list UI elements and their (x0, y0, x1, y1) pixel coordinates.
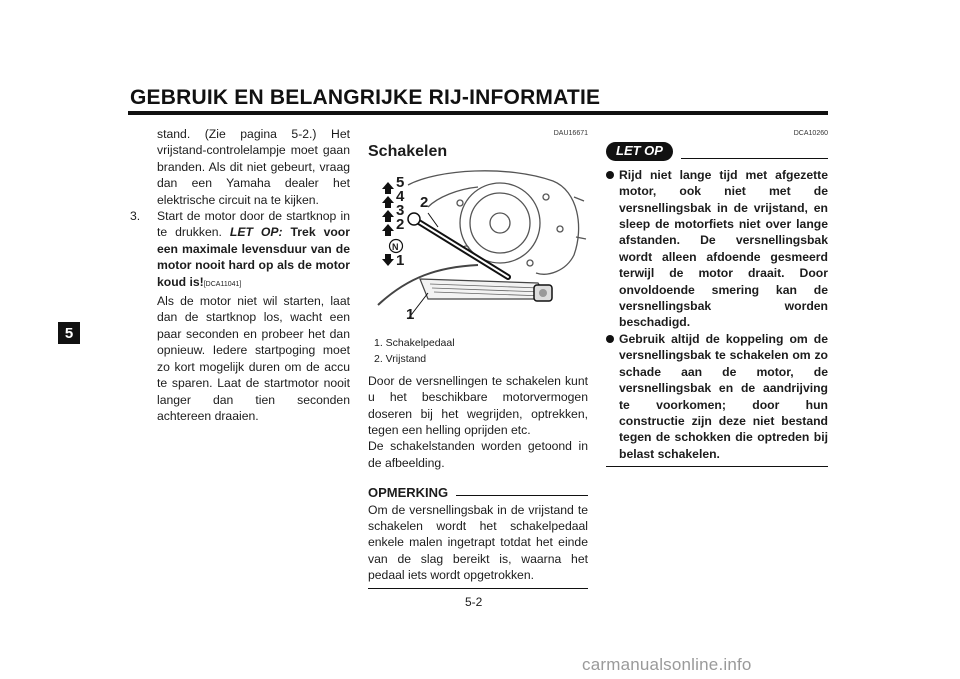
let-op-badge: LET OP (606, 142, 673, 160)
caution-bullet (606, 331, 828, 462)
watermark: carmanualsonline.info (582, 655, 752, 674)
caption-item: 1. Schakelpedaal (374, 336, 455, 349)
gear-label-4: 4 (396, 187, 405, 205)
callout-1: 1 (406, 305, 415, 323)
step-continuation: Als de motor niet wil starten, laat dan de startknop los, wacht een paar seconden en probeer het dan opnieuw. Iedere startpoging moet zo kort mogelijk duren om de accu te sparen. Laat de startmotor nooit langer dan tien seconden achtereen draaien. (157, 294, 350, 423)
left-paragraph: stand. (Zie pagina 5-2.) Het vrijstand-controlelampje moet gaan branden. Als dit niet gebeurt, vraag dan een Yamaha dealer het elektrische circuit na te kijken. (157, 127, 350, 207)
section-code: DAU16671 (553, 130, 588, 137)
figure-captions (368, 335, 588, 367)
caption-item: 2. Vrijstand (374, 352, 427, 365)
right-column (606, 126, 828, 467)
page-title: GEBRUIK EN BELANGRIJKE RIJ-INFORMATIE (130, 86, 601, 109)
gear-label-2: 2 (396, 215, 405, 233)
caution-bullet (606, 167, 828, 331)
caution-bullet-text: Rijd niet lange tijd met afgezette motor, ook niet met de versnellingsbak in de vrijstand, en sleep de motorfiets niet over lange afstanden. De versnellingsbak wordt alleen afdoende gesmeerd terwijl de motor draait. Door onvoldoende smering kan de versnellingsbak worden beschadigd. (619, 167, 828, 330)
section-title: Schakelen (368, 143, 448, 161)
gear-label-neutral: N (392, 241, 399, 252)
bullet-icon (606, 335, 614, 343)
caution-rule (681, 158, 828, 159)
note-heading (368, 485, 588, 501)
gear-label-3: 3 (396, 201, 405, 219)
gear-label-1: 1 (396, 251, 405, 269)
caution-text: Trek voor een maximale levensduur van de motor nooit hard op als de motor koud is! (157, 225, 350, 289)
chapter-tab: 5 (58, 322, 80, 344)
callout-2: 2 (420, 193, 429, 211)
gear-label-5: 5 (396, 173, 405, 191)
caution-code: [DCA11041] (203, 280, 242, 288)
caution-bullet-text: Gebruik altijd de koppeling om de versnellingsbak te schakelen om zo schade aan de motor, de versnellingsbak en de aandrijving te voorkomen; door hun constructie zijn deze niet bestand tegen de schokken die optreden bij belast schakelen. (619, 331, 828, 461)
note-text: Om de versnellingsbak in de vrijstand te schakelen wordt het schakelpedaal enkele malen ingetrapt totdat het einde van de slag bereikt is, waarna het pedaal iets wordt opgetrokken. (368, 502, 588, 583)
page-number: 5-2 (465, 595, 483, 609)
middle-column (368, 126, 588, 589)
left-column (130, 126, 350, 424)
caution-heading (606, 142, 828, 160)
header-rule (128, 111, 828, 115)
note-label: OPMERKING (368, 485, 449, 501)
note-rule (456, 495, 588, 496)
step-text: Start de motor door de startknop in te drukken. (157, 209, 350, 240)
step-number: 3. (130, 209, 141, 224)
middle-paragraph-2: De schakelstanden worden getoond in de afbeelding. (368, 439, 588, 470)
let-op-inline: LET OP: (229, 225, 283, 240)
caution-end-rule (606, 466, 828, 467)
shift-pedal-figure (368, 167, 588, 329)
caution-section-code: DCA10260 (793, 130, 828, 137)
bullet-icon (606, 171, 614, 179)
note-end-rule (368, 588, 588, 589)
step-3 (130, 208, 350, 424)
middle-paragraph-1: Door de versnellingen te schakelen kunt u het beschikbare motorvermogen doseren bij het wegrijden, optrekken, tegen een helling oprijden etc. (368, 373, 588, 438)
